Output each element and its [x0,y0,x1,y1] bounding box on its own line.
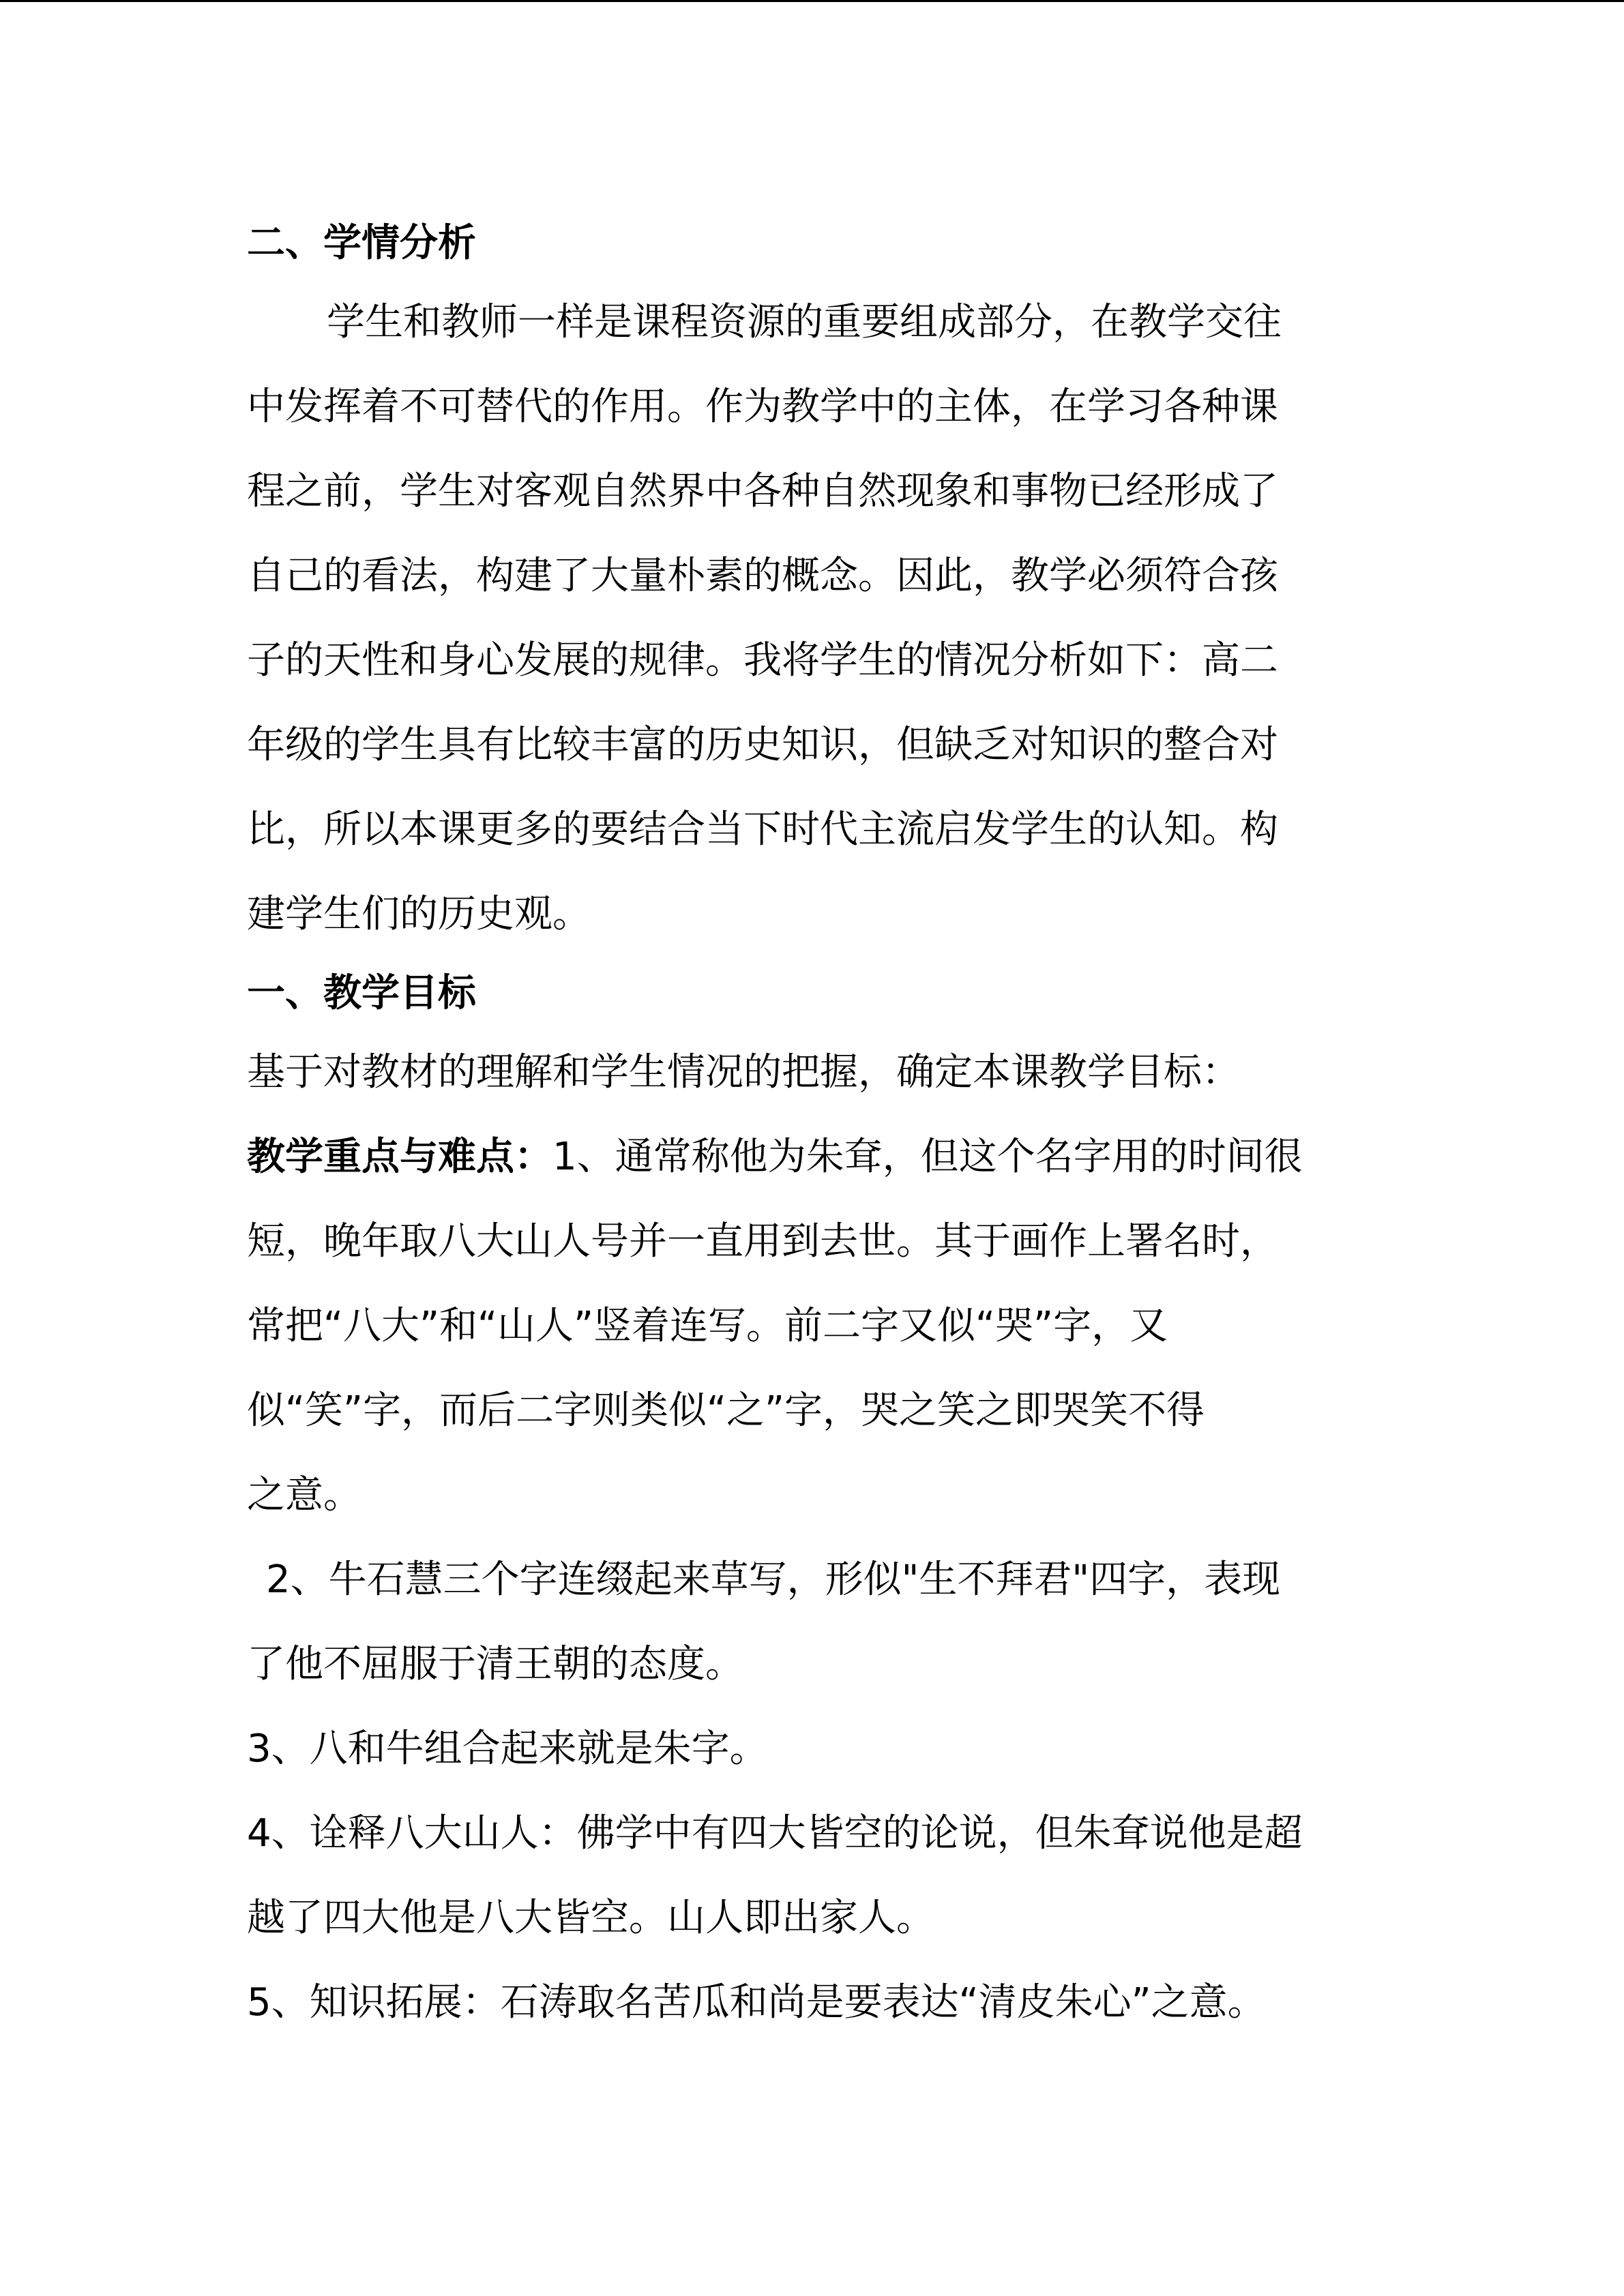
key-points-block [247,1115,1379,2045]
paragraph-line: 似“笑”字，而后二字则类似“之”字，哭之笑之即哭笑不得 [247,1388,1205,1433]
point2-line: 了他不屈服于清王朝的态度。 [247,1642,743,1686]
goals-intro: 基于对教材的理解和学生情况的把握，确定本课教学目标： [247,1050,1240,1094]
point4-line: 4、诠释八大山人：佛学中有四大皆空的论说，但朱耷说他是超 [247,1811,1303,1855]
key-points-label: 教学重点与难点： [247,1135,552,1179]
point2-line: 2、牛石慧三个字连缀起来草写，形似"生不拜君"四字，表现 [266,1557,1281,1602]
paragraph-line: 年级的学生具有比较丰富的历史知识，但缺乏对知识的整合对 [247,723,1278,767]
paragraph-line: 子的天性和身心发展的规律。我将学生的情况分析如下：高二 [247,638,1278,683]
section-heading-student-analysis: 二、学情分析 [247,221,476,265]
paragraph-line: 自己的看法，构建了大量朴素的概念。因此，教学必须符合孩 [247,554,1278,598]
paragraph-line: 常把“八大”和“山人”竖着连写。前二字又似“哭”字，又 [247,1304,1168,1348]
paragraph-line: 学生和教师一样是课程资源的重要组成部分，在教学交往 [327,300,1282,344]
paragraph-line: 比，所以本课更多的要结合当下时代主流启发学生的认知。构 [247,807,1278,852]
point3-line: 3、八和牛组合起来就是朱字。 [247,1727,768,1771]
key-points-first-line [247,1115,1379,1199]
paragraph-line: 之意。 [247,1473,361,1517]
point1-first-line: 1、通常称他为朱耷，但这个名字用的时间很 [552,1135,1303,1179]
point5-line: 5、知识拓展：石涛取名苦瓜和尚是要表达“清皮朱心”之意。 [247,1980,1266,2025]
document-body [247,207,1379,2045]
student-analysis-paragraph [247,280,1379,957]
point4-line: 越了四大他是八大皆空。山人即出家人。 [247,1896,934,1940]
section-heading-teaching-goals: 一、教学目标 [247,971,476,1015]
paragraph-line: 程之前，学生对客观自然界中各种自然现象和事物已经形成了 [247,469,1278,513]
paragraph-line: 建学生们的历史观。 [247,892,591,936]
paragraph-line: 中发挥着不可替代的作用。作为教学中的主体，在学习各种课 [247,385,1278,429]
paragraph-line: 短，晚年取八大山人号并一直用到去世。其于画作上署名时， [247,1219,1278,1264]
